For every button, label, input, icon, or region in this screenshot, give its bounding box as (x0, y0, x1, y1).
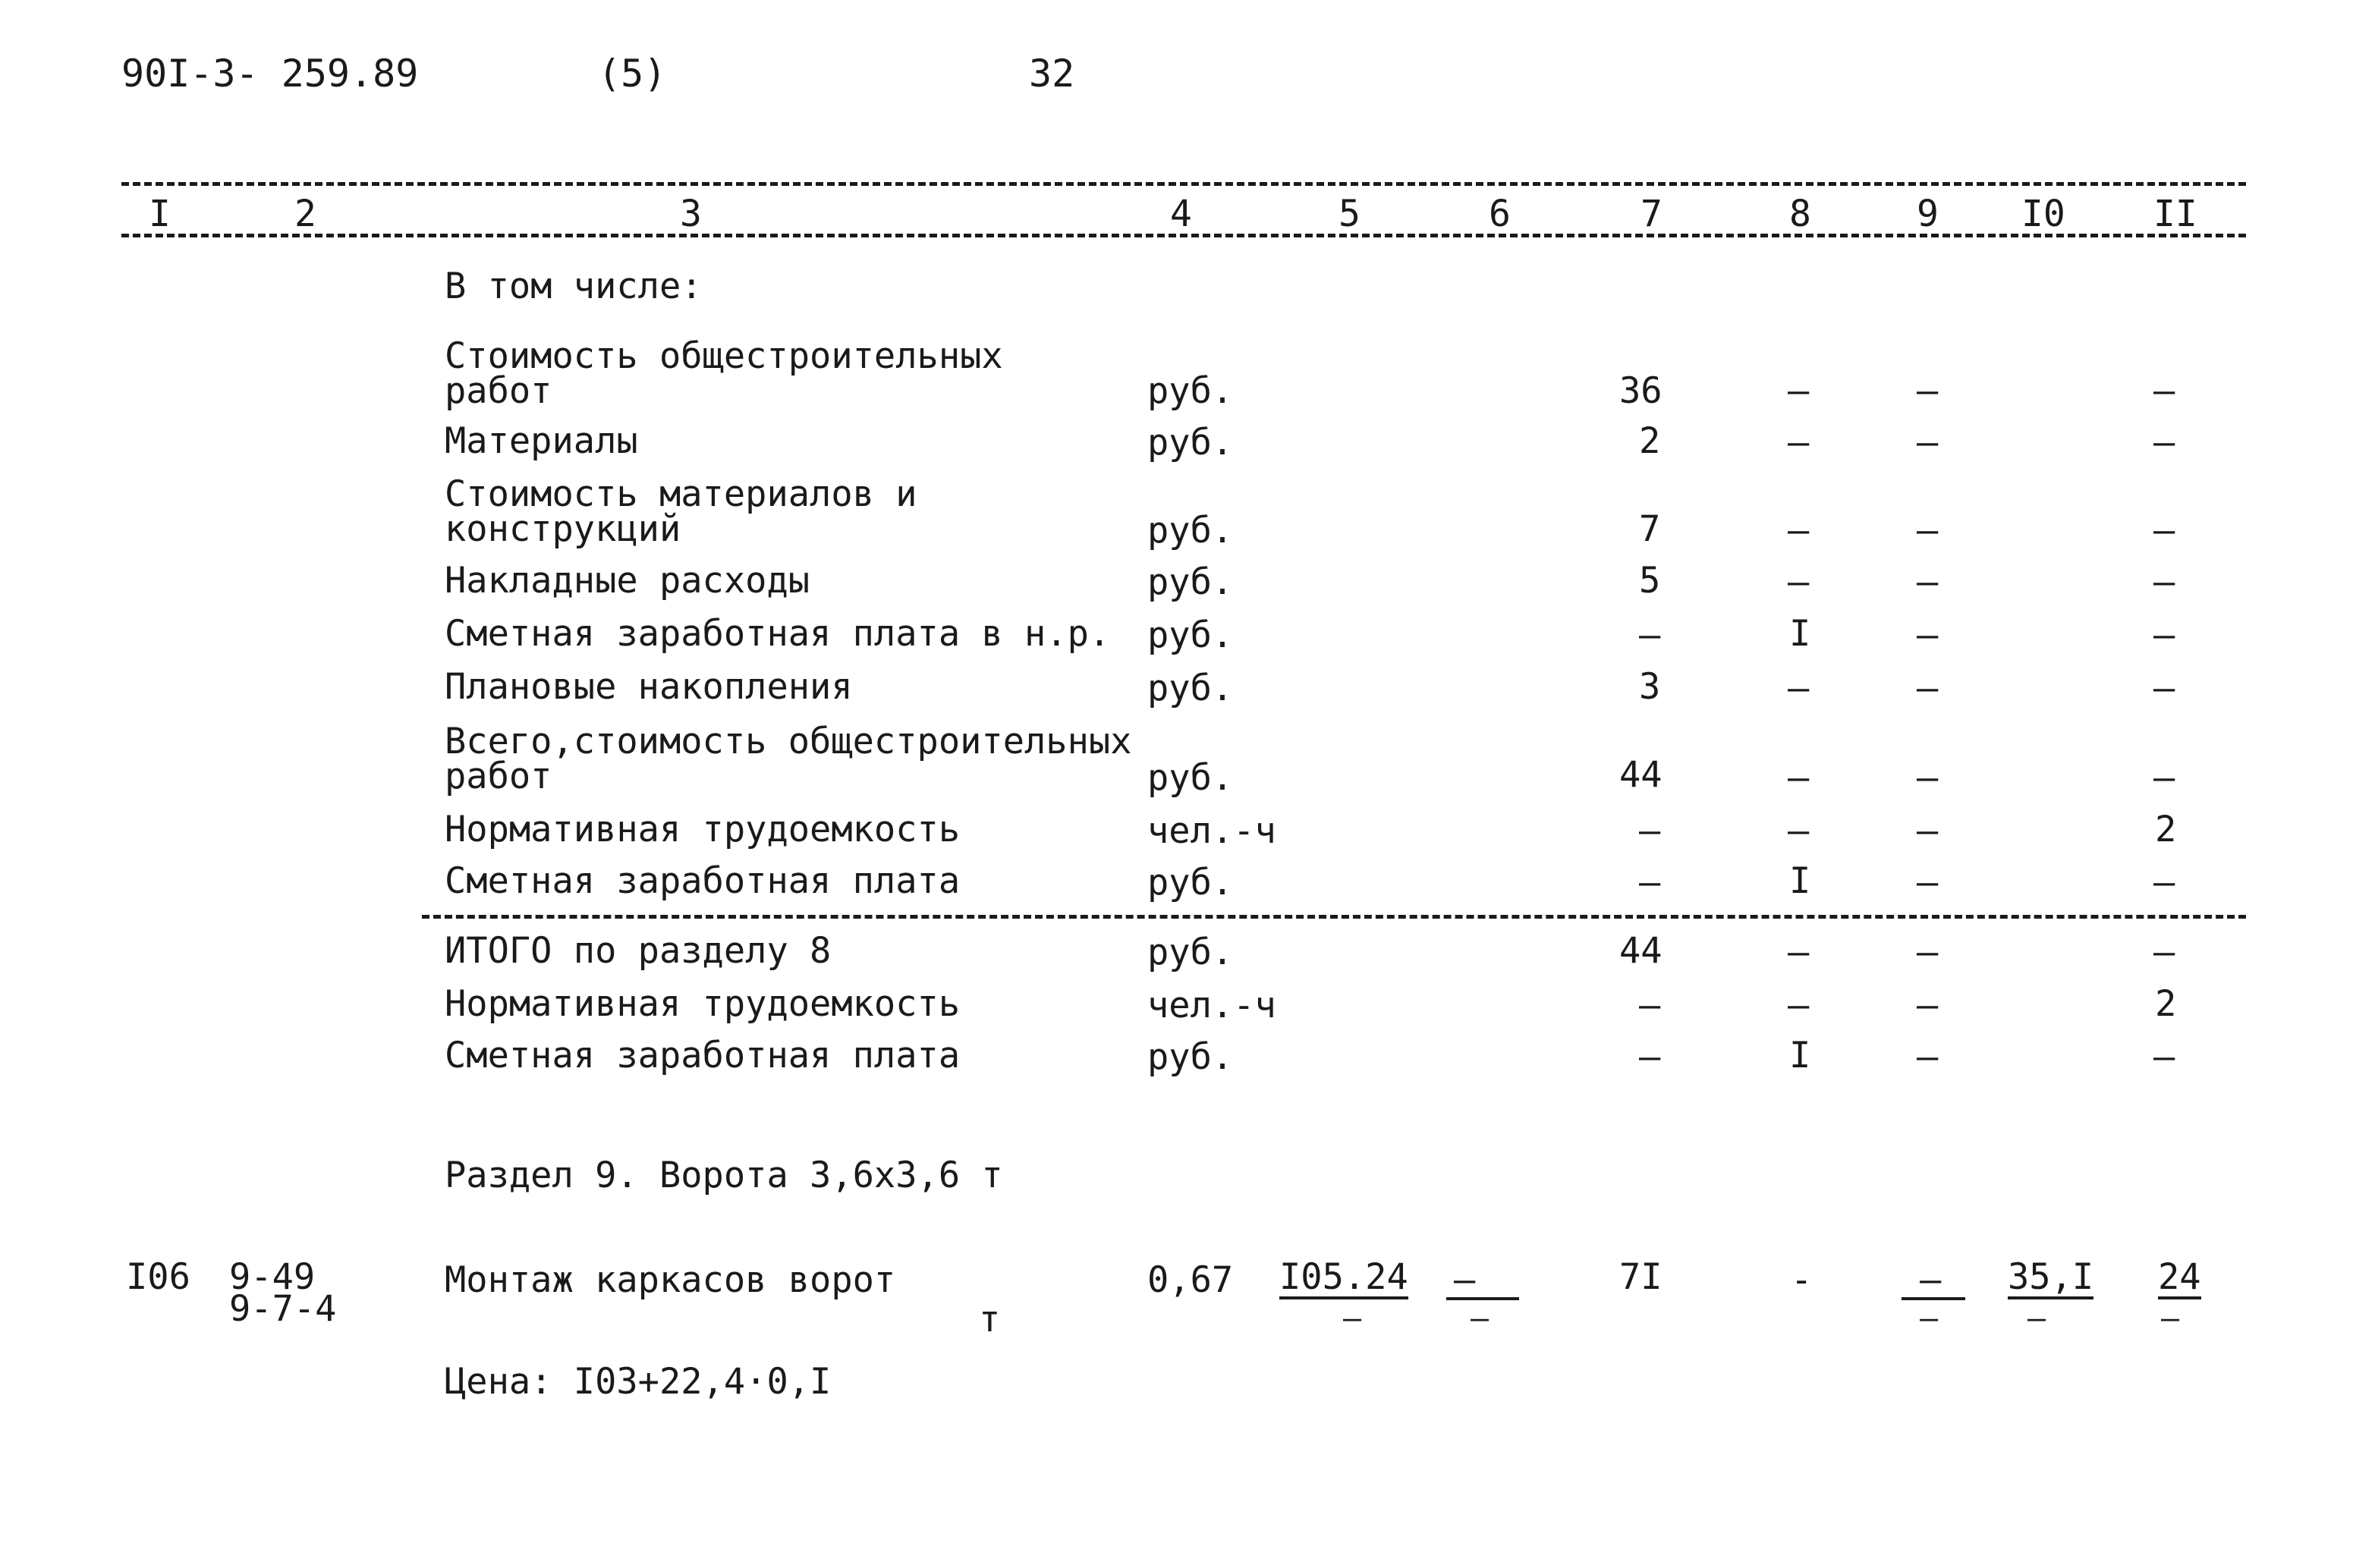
document-code: 90I-3- 259.89 (121, 52, 419, 96)
unit-cell: руб. (1147, 614, 1234, 656)
col8-cell: – (1788, 370, 1810, 412)
row-label: Нормативная трудоемкость (445, 983, 961, 1025)
unit-cell: руб. (1147, 932, 1234, 973)
section-intro: В том числе: (445, 266, 703, 307)
item-code: 9-49 (229, 1256, 316, 1298)
col9-sub-cell: – (1920, 1301, 1939, 1336)
col9-cell: – (1917, 614, 1939, 656)
col9-cell: – (1917, 985, 1939, 1026)
page-number: 32 (1029, 52, 1075, 96)
totals-rule (422, 915, 2246, 919)
col9-cell: – (1917, 757, 1939, 799)
col11-cell: – (2153, 561, 2175, 603)
unit-cell: чел.-ч (1147, 985, 1276, 1026)
column-number: 3 (680, 193, 702, 235)
row-label: ИТОГО по разделу 8 (445, 930, 832, 972)
col6-cell: – (1454, 1259, 1476, 1301)
col8-cell: I (1789, 1035, 1811, 1076)
col6-sub-cell: – (1471, 1301, 1489, 1336)
row-label: Стоимость материалов и (445, 473, 917, 515)
unit-cell: руб. (1147, 668, 1234, 709)
col9-cell: – (1917, 422, 1939, 463)
unit-cell: руб. (1147, 370, 1234, 412)
part-number: (5) (598, 52, 667, 96)
col8-cell: – (1788, 668, 1810, 709)
row-label: Стоимость общестроительных (445, 335, 1003, 377)
item-number: I06 (126, 1256, 190, 1298)
col9-cell: – (1917, 561, 1939, 603)
col11-cell: – (2153, 862, 2175, 903)
col11-cell: – (2153, 1036, 2175, 1078)
col7-cell: 2 (1639, 420, 1661, 462)
col11-cell: – (2153, 422, 2175, 463)
col8-cell: – (1788, 561, 1810, 603)
col11-cell: – (2153, 614, 2175, 656)
unit-cell: руб. (1147, 757, 1234, 799)
col5-sub-cell: – (1343, 1301, 1362, 1336)
unit-cell: руб. (1147, 561, 1234, 603)
col9-cell: – (1917, 862, 1939, 903)
column-number: 5 (1338, 193, 1361, 235)
column-number: 2 (294, 193, 316, 235)
col9-cell: – (1917, 1036, 1939, 1078)
col7-cell: 7 (1639, 508, 1661, 550)
unit-cell: руб. (1147, 422, 1234, 463)
col9-cell: – (1917, 668, 1939, 709)
col11-cell: – (2153, 668, 2175, 709)
unit-cell: руб. (1147, 1036, 1234, 1078)
col7-cell: – (1639, 862, 1661, 903)
column-number: I (149, 193, 171, 235)
col8-cell: – (1788, 510, 1810, 551)
col10-cell: 35,I (2008, 1256, 2094, 1298)
unit-cell: чел.-ч (1147, 810, 1276, 852)
col6-fraction-bar (1446, 1297, 1519, 1300)
row-label: Всего,стоимость общестроительных (445, 721, 1132, 762)
col5-cell: I05.24 (1279, 1256, 1408, 1298)
col9-cell: – (1917, 370, 1939, 412)
row-label: Сметная заработная плата в н.р. (445, 613, 1111, 655)
col8-cell: – (1788, 985, 1810, 1026)
row-label-continued: работ (445, 370, 552, 412)
col7-cell: 5 (1639, 560, 1661, 602)
col8-cell: – (1788, 932, 1810, 973)
col8-cell: – (1788, 757, 1810, 799)
price-formula: Цена: I03+22,4·0,I (445, 1361, 832, 1403)
col7-cell: – (1639, 614, 1661, 656)
col7-cell: 7I (1619, 1256, 1662, 1298)
row-label: Нормативная трудоемкость (445, 809, 961, 850)
col11-cell: – (2153, 932, 2175, 973)
col10-sub-cell: – (2027, 1301, 2046, 1336)
row-label: Материалы (445, 420, 638, 462)
col9-cell: – (1917, 810, 1939, 852)
unit-cell: руб. (1147, 862, 1234, 903)
col7-cell: 36 (1619, 370, 1662, 412)
row-label: Монтаж каркасов ворот (445, 1259, 896, 1301)
col8-cell: – (1788, 422, 1810, 463)
col7-cell: 44 (1619, 754, 1662, 796)
col11-cell: 2 (2155, 809, 2177, 850)
col4-cell: 0,67 (1147, 1259, 1234, 1301)
row-label: Сметная заработная плата (445, 860, 961, 902)
col7-cell: – (1639, 810, 1661, 852)
col11-cell: 24 (2158, 1256, 2201, 1298)
col7-cell: 44 (1619, 930, 1662, 972)
table-header-rule (121, 234, 2246, 237)
row-label: Накладные расходы (445, 560, 810, 602)
col9-fraction-bar (1902, 1297, 1965, 1300)
column-number: 9 (1917, 193, 1939, 235)
col7-cell: – (1639, 1036, 1661, 1078)
column-number: I0 (2021, 193, 2065, 235)
col8-cell: I (1789, 613, 1811, 655)
column-number: II (2153, 193, 2197, 235)
col8-cell: - (1791, 1259, 1813, 1301)
col9-cell: – (1917, 510, 1939, 551)
column-number: 8 (1789, 193, 1811, 235)
col8-cell: – (1788, 810, 1810, 852)
col9-cell: – (1920, 1259, 1942, 1301)
col7-cell: – (1639, 985, 1661, 1026)
row-label-continued: конструкций (445, 508, 681, 550)
col11-cell: – (2153, 510, 2175, 551)
row-label-continued: работ (445, 756, 552, 797)
column-number: 4 (1170, 193, 1192, 235)
col11-cell: 2 (2155, 983, 2177, 1025)
col8-cell: I (1789, 860, 1811, 902)
col9-cell: – (1917, 932, 1939, 973)
column-number: 7 (1640, 193, 1662, 235)
col11-cell: – (2153, 757, 2175, 799)
row-label: Сметная заработная плата (445, 1035, 961, 1076)
col11-cell: – (2153, 370, 2175, 412)
item-code-secondary: 9-7-4 (229, 1288, 337, 1330)
unit-cell: руб. (1147, 510, 1234, 551)
section-title: Раздел 9. Ворота 3,6х3,6 т (445, 1155, 1003, 1196)
column-number: 6 (1489, 193, 1511, 235)
row-label: Плановые накопления (445, 666, 853, 708)
table-top-rule (121, 182, 2246, 186)
col11-sub-cell: – (2161, 1301, 2180, 1336)
col7-cell: 3 (1639, 666, 1661, 708)
unit-cell: т (979, 1299, 1001, 1340)
